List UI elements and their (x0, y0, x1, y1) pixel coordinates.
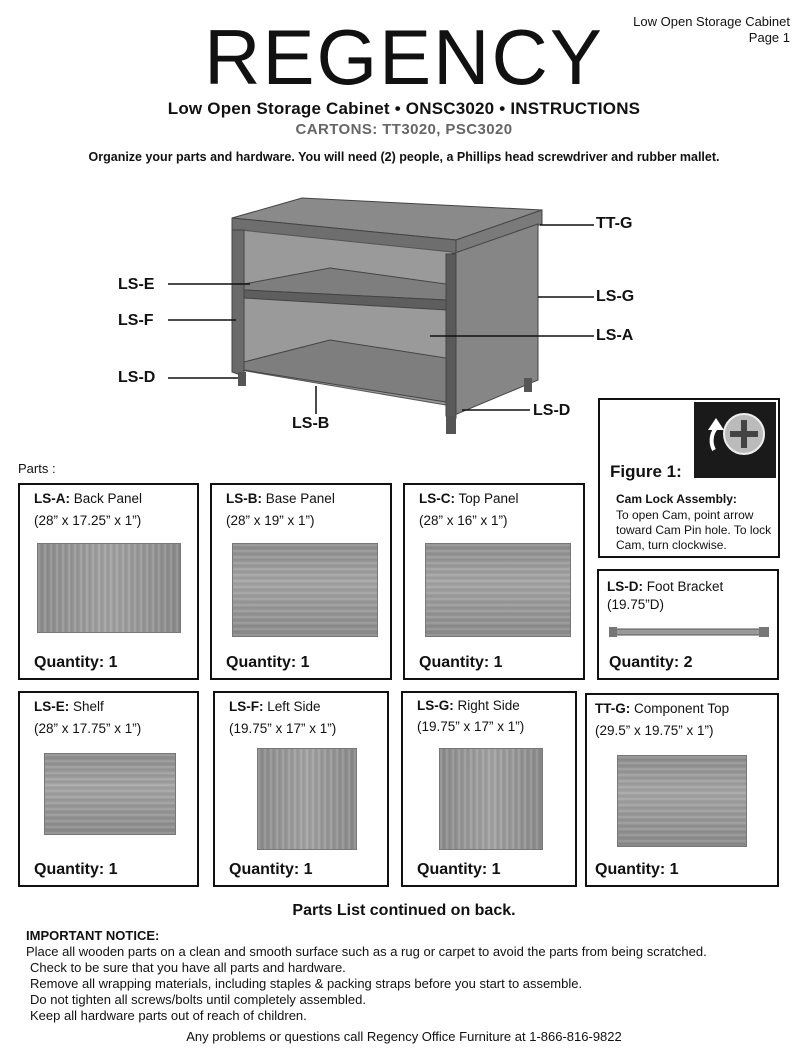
notice-line-5: Keep all hardware parts out of reach of children. (30, 1008, 307, 1023)
part-dims: (29.5” x 19.75” x 1”) (595, 723, 714, 738)
part-card-ls-d (597, 569, 779, 680)
page-title: Low Open Storage Cabinet • ONSC3020 • INSTRUCTIONS (167, 99, 641, 118)
footer-contact: Any problems or questions call Regency Office Furniture at 1-866-816-9822 (186, 1029, 622, 1044)
part-name: Shelf (73, 699, 104, 714)
notice-line-4: Do not tighten all screws/bolts until completely assembled. (30, 992, 366, 1007)
part-qty: Quantity: 1 (34, 861, 118, 878)
figure-subtitle: Cam Lock Assembly: (616, 492, 737, 506)
label-ls-f: LS-F (118, 312, 154, 329)
logo-graphic (204, 14, 604, 94)
parts-continued: Parts List continued on back. (292, 902, 516, 919)
part-image-shelf (44, 753, 176, 835)
part-qty: Quantity: 1 (34, 654, 118, 671)
notice-heading: IMPORTANT NOTICE: (26, 928, 160, 943)
doc-name: Low Open Storage Cabinet (633, 14, 790, 29)
label-ls-e: LS-E (118, 276, 155, 293)
part-code: LS-C: (419, 491, 455, 506)
part-name: Right Side (457, 698, 520, 713)
label-ls-d-left: LS-D (118, 369, 156, 386)
part-card-ls-e (18, 691, 199, 887)
part-dims: (19.75” x 17” x 1”) (229, 721, 337, 736)
part-code: LS-F: (229, 699, 264, 714)
foot-front-right (446, 416, 456, 434)
part-code: LS-G: (417, 698, 454, 713)
page-number: Page 1 (748, 30, 790, 45)
part-image-left-side (257, 748, 357, 850)
part-qty: Quantity: 1 (226, 654, 310, 671)
parts-label: Parts : (18, 461, 56, 476)
cam-lock-icon (694, 402, 776, 478)
part-dims: (28” x 17.75” x 1”) (34, 721, 142, 736)
regency-logo (0, 14, 808, 94)
part-name: Left Side (267, 699, 321, 714)
part-code: TT-G: (595, 701, 631, 716)
part-dims: (28” x 19” x 1”) (226, 513, 315, 528)
part-code: LS-A: (34, 491, 70, 506)
part-code: LS-D: (607, 579, 643, 594)
notice-line-1: Place all wooden parts on a clean and smooth surface such as a rug or carpet to avoid the parts from being scratched. (26, 944, 707, 959)
part-qty: Quantity: 2 (609, 654, 693, 671)
part-qty: Quantity: 1 (229, 861, 313, 878)
notice-line-2: Check to be sure that you have all parts and hardware. (30, 960, 346, 975)
part-name: Back Panel (73, 491, 143, 506)
logo-text: REGENCY (204, 14, 604, 94)
part-image-base-panel (232, 543, 378, 637)
part-card-tt-g (585, 693, 779, 887)
foot-front-left (238, 372, 246, 386)
part-qty: Quantity: 1 (417, 861, 501, 878)
cam-lock-photo (694, 402, 776, 478)
notice-line-3: Remove all wrapping materials, including staples & packing straps before you start to assemble. (30, 976, 583, 991)
part-qty: Quantity: 1 (595, 861, 679, 878)
label-ls-a: LS-A (596, 327, 634, 344)
part-code: LS-B: (226, 491, 262, 506)
part-card-ls-a (18, 483, 199, 680)
cartons-line: CARTONS: TT3020, PSC3020 (295, 121, 513, 138)
part-image-foot-bracket (609, 625, 771, 641)
label-ls-g: LS-G (596, 288, 635, 305)
part-card-ls-c (403, 483, 585, 680)
part-image-component-top (617, 755, 747, 847)
part-image-top-panel (425, 543, 571, 637)
label-ls-b: LS-B (292, 415, 330, 432)
figure-title: Figure 1: (610, 462, 682, 481)
foot-back-right (524, 378, 532, 392)
label-ls-d-right: LS-D (533, 402, 571, 419)
part-dims: (19.75”D) (607, 597, 665, 612)
part-qty: Quantity: 1 (419, 654, 503, 671)
part-card-ls-b (210, 483, 392, 680)
label-tt-g: TT-G (596, 215, 633, 232)
organize-instructions: Organize your parts and hardware. You will need (2) people, a Phillips head screwdriver and rubber mallet. (88, 150, 720, 164)
part-name: Component Top (634, 701, 730, 716)
part-name: Foot Bracket (646, 579, 724, 594)
part-card-ls-g (401, 691, 577, 887)
part-code: LS-E: (34, 699, 70, 714)
part-name: Base Panel (265, 491, 335, 506)
figure-description: To open Cam, point arrow toward Cam Pin hole. To lock Cam, turn clockwise. (616, 508, 772, 552)
part-card-ls-f (213, 691, 389, 887)
part-name: Top Panel (458, 491, 519, 506)
part-image-right-side (439, 748, 543, 850)
part-dims: (19.75” x 17” x 1”) (417, 719, 525, 734)
part-image-back-panel (37, 543, 181, 633)
figure-cam-lock (598, 398, 780, 558)
part-dims: (28” x 17.25” x 1”) (34, 513, 142, 528)
cabinet-left-side (232, 230, 244, 376)
part-dims: (28” x 16” x 1”) (419, 513, 508, 528)
